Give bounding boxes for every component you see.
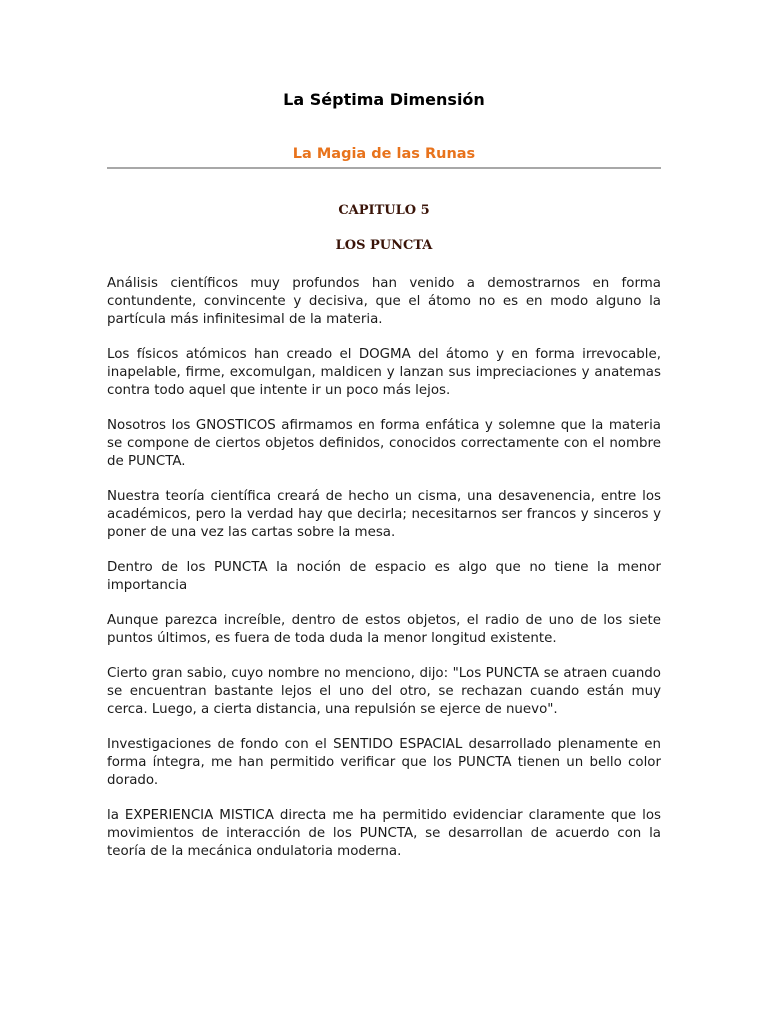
paragraph: Análisis científicos muy profundos han venido a demostrarnos en forma contundente, convincente y decisiva, que el átomo no es en modo alguno la partícula más infinitesimal de la materia. <box>107 276 661 327</box>
paragraph: Nosotros los GNOSTICOS afirmamos en forma enfática y solemne que la materia se compone de ciertos objetos definidos, conocidos correctamente con el nombre de PUNCTA. <box>107 418 661 469</box>
body-text <box>107 275 661 878</box>
page-title: La Séptima Dimensión <box>283 90 485 109</box>
paragraph: Los físicos atómicos han creado el DOGMA del átomo y en forma irrevocable, inapelable, firme, excomulgan, maldicen y lanzan sus impreciaciones y anatemas contra todo aquel que intente ir un poco más lejos. <box>107 347 661 398</box>
paragraph: Nuestra teoría científica creará de hecho un cisma, una desavenencia, entre los académicos, pero la verdad hay que decirla; necesitarnos ser francos y sinceros y poner de una vez las cartas sobre la mesa. <box>107 489 661 540</box>
paragraph: Dentro de los PUNCTA la noción de espacio es algo que no tiene la menor importancia <box>107 560 661 593</box>
paragraph: Cierto gran sabio, cuyo nombre no menciono, dijo: "Los PUNCTA se atraen cuando se encuentran bastante lejos el uno del otro, se rechazan cuando están muy cerca. Luego, a cierta distancia, una repulsión se ejerce de nuevo". <box>107 666 661 717</box>
chapter-title: LOS PUNCTA <box>335 238 433 253</box>
paragraph: Aunque parezca increíble, dentro de estos objetos, el radio de uno de los siete puntos últimos, es fuera de toda duda la menor longitud existente. <box>107 613 661 646</box>
page-subtitle: La Magia de las Runas <box>292 146 476 162</box>
chapter-number: CAPITULO 5 <box>338 203 430 218</box>
paragraph: Investigaciones de fondo con el SENTIDO ESPACIAL desarrollado plenamente en forma íntegra, me han permitido verificar que los PUNCTA tienen un bello color dorado. <box>107 737 661 788</box>
paragraph: la EXPERIENCIA MISTICA directa me ha permitido evidenciar claramente que los movimientos de interacción de los PUNCTA, se desarrollan de acuerdo con la teoría de la mecánica ondulatoria moderna. <box>107 808 661 859</box>
horizontal-divider <box>107 167 661 169</box>
